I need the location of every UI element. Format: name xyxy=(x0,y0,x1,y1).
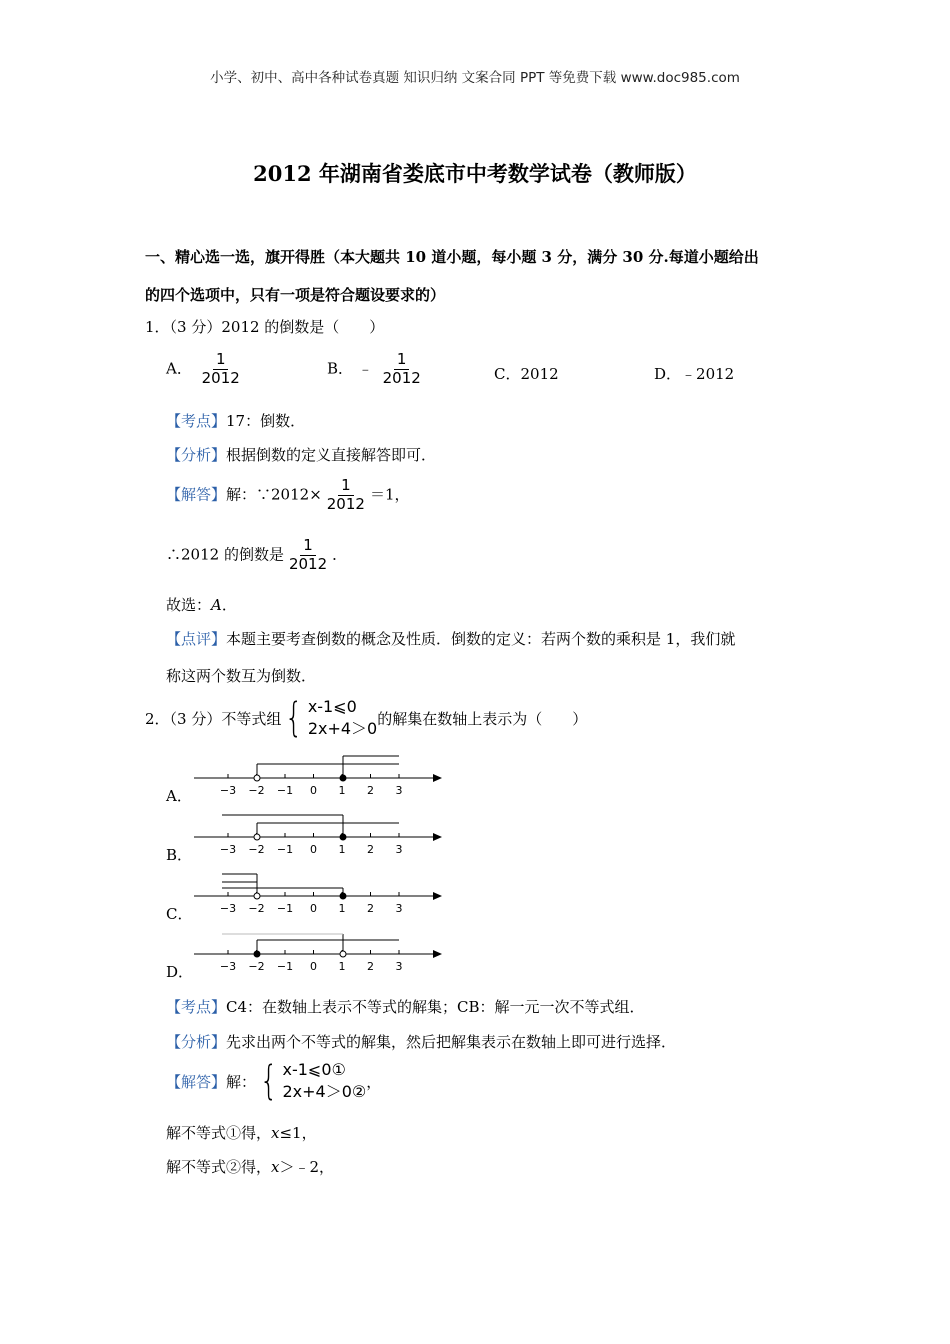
q2-option-b-label: B． xyxy=(166,846,193,864)
q2-kaodian xyxy=(166,996,645,1017)
jieda-tag: 【解答】 xyxy=(166,1072,227,1091)
tick-label: 1 xyxy=(338,902,346,915)
q2-stem-suffix: 的解集在数轴上表示为（ ） xyxy=(377,709,588,728)
dianping-text: 本题主要考查倒数的概念及性质．倒数的定义：若两个数的乘积是 1，我们就 xyxy=(226,630,736,648)
q1-option-c: C．2012 xyxy=(494,365,559,383)
q2-jieda-system xyxy=(256,1059,366,1103)
jieda-fraction xyxy=(324,478,368,513)
tick-label: −1 xyxy=(276,784,294,797)
tick-label: 3 xyxy=(395,902,403,915)
q2-jieda xyxy=(166,1059,381,1103)
section-heading-line1: 一、精心选一选，旗开得胜（本大题共 10 道小题，每小题 3 分，满分 30 分.每道小题给出 xyxy=(145,248,759,266)
q1-conclusion xyxy=(166,538,347,573)
step2-suffix: ＞﹣2， xyxy=(279,1158,335,1176)
q2-option-a-label: A． xyxy=(166,787,192,805)
q1-option-a xyxy=(166,352,245,387)
tick-label: −2 xyxy=(248,784,265,797)
step1-suffix: ≤1， xyxy=(279,1124,317,1142)
fraction-denominator: 2012 xyxy=(382,368,421,387)
fraction-numerator: 1 xyxy=(338,478,354,496)
q1-option-b xyxy=(327,352,426,387)
tick-label: 2 xyxy=(367,843,374,856)
fraction-numerator: 1 xyxy=(394,352,410,370)
q2-fenxi xyxy=(166,1031,676,1052)
tick-label: 2 xyxy=(367,902,374,915)
left-brace-icon: { xyxy=(259,1058,278,1104)
q2-option-c-numberline xyxy=(190,868,450,918)
tick-label: 3 xyxy=(395,784,403,797)
inequality-2: 2x+4＞0② xyxy=(282,1082,367,1101)
kaodian-tag: 【考点】 xyxy=(166,998,227,1016)
q1-fenxi xyxy=(166,444,436,465)
conclusion-fraction xyxy=(286,538,330,573)
tick-label: 1 xyxy=(338,960,346,973)
step2-prefix: 解不等式②得， xyxy=(166,1158,272,1176)
jieda-prefix: 解： xyxy=(226,1072,257,1091)
q2-option-a-numberline xyxy=(190,750,450,800)
fraction-numerator: 1 xyxy=(213,352,229,370)
numberline-ticks xyxy=(220,950,403,973)
numberline-ticks xyxy=(220,774,403,797)
kaodian-tag: 【考点】 xyxy=(166,412,227,430)
closed-dot xyxy=(340,834,346,840)
q1-option-b-fraction xyxy=(380,352,424,387)
open-dot xyxy=(254,834,260,840)
numberline-ticks xyxy=(220,892,403,915)
q2-option-c-label: C． xyxy=(166,905,193,923)
q1-dianping xyxy=(166,628,735,649)
open-dot xyxy=(254,775,260,781)
numberline-ticks xyxy=(220,833,403,856)
inequality-1: x-1⩽0 xyxy=(307,697,357,716)
tick-label: −1 xyxy=(276,902,294,915)
fenxi-text: 先求出两个不等式的解集，然后把解集表示在数轴上即可进行选择． xyxy=(226,1033,677,1051)
q1-option-b-sign: ﹣ xyxy=(357,359,373,378)
left-brace-icon: { xyxy=(285,695,303,741)
fraction-denominator: 2012 xyxy=(326,494,365,513)
tick-label: 3 xyxy=(395,960,403,973)
tick-label: −3 xyxy=(219,902,237,915)
tick-label: 2 xyxy=(367,960,374,973)
tick-label: −3 xyxy=(219,843,237,856)
conclusion-prefix: ∴2012 的倒数是 xyxy=(166,545,284,564)
open-dot xyxy=(340,951,346,957)
q2-inequality-system xyxy=(281,696,377,740)
q2-step2 xyxy=(166,1156,334,1177)
tick-label: −2 xyxy=(248,902,265,915)
tick-label: −2 xyxy=(248,960,265,973)
fraction-numerator: 1 xyxy=(300,538,316,556)
q2-option-d-numberline xyxy=(190,926,450,976)
page-title: 2012 年湖南省娄底市中考数学试卷（教师版） xyxy=(253,161,697,186)
closed-dot xyxy=(254,951,260,957)
q2-option-b-numberline xyxy=(190,809,450,859)
answer-suffix: ． xyxy=(221,596,237,614)
open-dot xyxy=(254,893,260,899)
q1-answer xyxy=(166,594,237,615)
q2-step1 xyxy=(166,1122,317,1143)
tick-label: −3 xyxy=(219,784,237,797)
tick-label: −1 xyxy=(276,960,294,973)
page-header: 小学、初中、高中各种试卷真题 知识归纳 文案合同 PPT 等免费下载 www.doc985.com xyxy=(210,70,740,86)
q1-dianping-cont: 称这两个数互为倒数． xyxy=(166,667,317,685)
q1-stem: 1．（3 分）2012 的倒数是（ ） xyxy=(145,318,385,336)
conclusion-suffix: ． xyxy=(332,545,348,564)
step2-var: x xyxy=(271,1158,280,1176)
q2-stem xyxy=(145,696,587,740)
fraction-denominator: 2012 xyxy=(288,554,328,573)
dianping-tag: 【点评】 xyxy=(166,630,227,648)
tick-label: 1 xyxy=(338,784,346,797)
tick-label: 2 xyxy=(367,784,374,797)
step1-var: x xyxy=(271,1124,280,1142)
fraction-denominator: 2012 xyxy=(201,368,240,387)
q1-jieda xyxy=(166,478,410,513)
closed-dot xyxy=(340,775,346,781)
tick-label: −1 xyxy=(276,843,294,856)
step1-prefix: 解不等式①得， xyxy=(166,1124,272,1142)
q2-option-d-label: D． xyxy=(166,963,194,981)
inequality-1: x-1⩽0① xyxy=(282,1060,346,1079)
q1-option-a-label: A． xyxy=(166,359,192,378)
kaodian-text: 17：倒数． xyxy=(226,412,306,430)
fenxi-tag: 【分析】 xyxy=(166,1033,227,1051)
tick-label: 0 xyxy=(310,784,317,797)
answer-prefix: 故选： xyxy=(166,596,212,614)
jieda-prefix: 解：∵2012× xyxy=(226,485,322,504)
q1-option-a-fraction xyxy=(199,352,243,387)
answer-letter: A xyxy=(211,596,222,614)
tick-label: 0 xyxy=(310,960,317,973)
q1-option-d: D．﹣2012 xyxy=(654,365,735,383)
fenxi-tag: 【分析】 xyxy=(166,446,227,464)
tick-label: −2 xyxy=(248,843,265,856)
q1-kaodian xyxy=(166,410,305,431)
q2-stem-prefix: 2．（3 分）不等式组 xyxy=(145,709,282,728)
tick-label: −3 xyxy=(219,960,237,973)
closed-dot xyxy=(340,893,346,899)
tick-label: 0 xyxy=(310,902,317,915)
jieda-tag: 【解答】 xyxy=(166,485,227,504)
tick-label: 0 xyxy=(310,843,317,856)
tick-label: 1 xyxy=(338,843,346,856)
q1-option-b-label: B． xyxy=(327,359,354,378)
jieda-suffix: ， xyxy=(366,1072,382,1091)
jieda-suffix: ＝1， xyxy=(369,485,410,504)
tick-label: 3 xyxy=(395,843,403,856)
kaodian-text: C4：在数轴上表示不等式的解集；CB：解一元一次不等式组． xyxy=(226,998,645,1016)
section-heading-line2: 的四个选项中，只有一项是符合题设要求的） xyxy=(145,286,446,304)
inequality-2: 2x+4＞0 xyxy=(307,719,378,738)
fenxi-text: 根据倒数的定义直接解答即可． xyxy=(226,446,437,464)
